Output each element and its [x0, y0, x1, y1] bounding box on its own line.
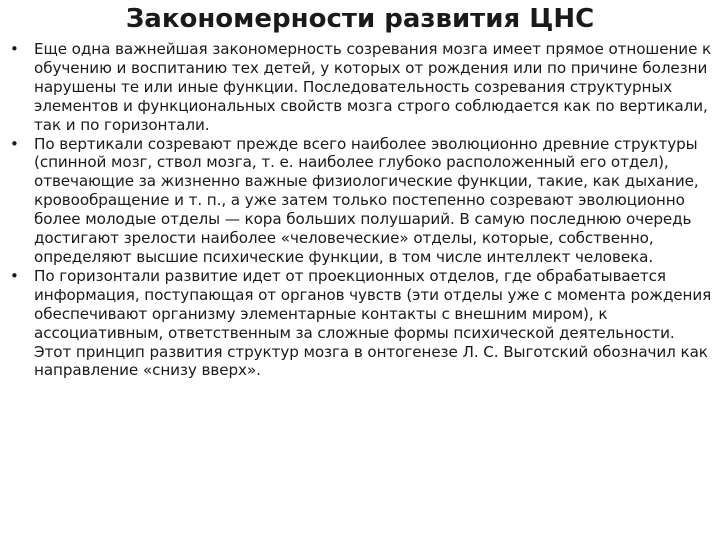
bullet-text: По вертикали созревают прежде всего наиболее эволюционно древние структуры (спинной мозг, ствол мозга, т. е. наиболее глубоко расположенный его отдел), отвечающие за жизненно важные физиологические функции, такие, как дыхание, кровообращение и т. п., а уже затем только постепенно созревают эволюционно более молодые отделы — кора больших полушарий. В самую последнюю очередь достигают зрелости наиболее «человеческие» отделы, которые, собственно, определяют высшие психические функции, в том числе интеллект человека. [34, 134, 699, 266]
bullet-marker: • [10, 134, 19, 153]
bullet-item [0, 40, 720, 135]
bullet-marker: • [10, 266, 19, 285]
bullet-item [0, 135, 720, 267]
bullet-list [0, 40, 720, 380]
bullet-item [0, 267, 720, 380]
slide-title: Закономерности развития ЦНС [125, 4, 595, 34]
bullet-marker: • [10, 40, 19, 58]
bullet-text: Еще одна важнейшая закономерность созревания мозга имеет прямое отношение к обучению и воспитанию тех детей, у которых от рождения или по причине болезни нарушены те или иные функции. Последовательность созревания структурных элементов и функциональных свойств мозга строго соблюдается как по вертикали, так и по горизонтали. [34, 40, 712, 134]
bullet-text: По горизонтали развитие идет от проекционных отделов, где обрабатывается информация, поступающая от органов чувств (эти отделы уже с момента рождения обеспечивают организму элементарные контакты с внешним миром), к ассоциативным, ответственным за сложные формы психической деятельности. Этот принцип развития структур мозга в онтогенезе Л. С. Выготский обозначил как направление «снизу вверх». [34, 266, 712, 380]
